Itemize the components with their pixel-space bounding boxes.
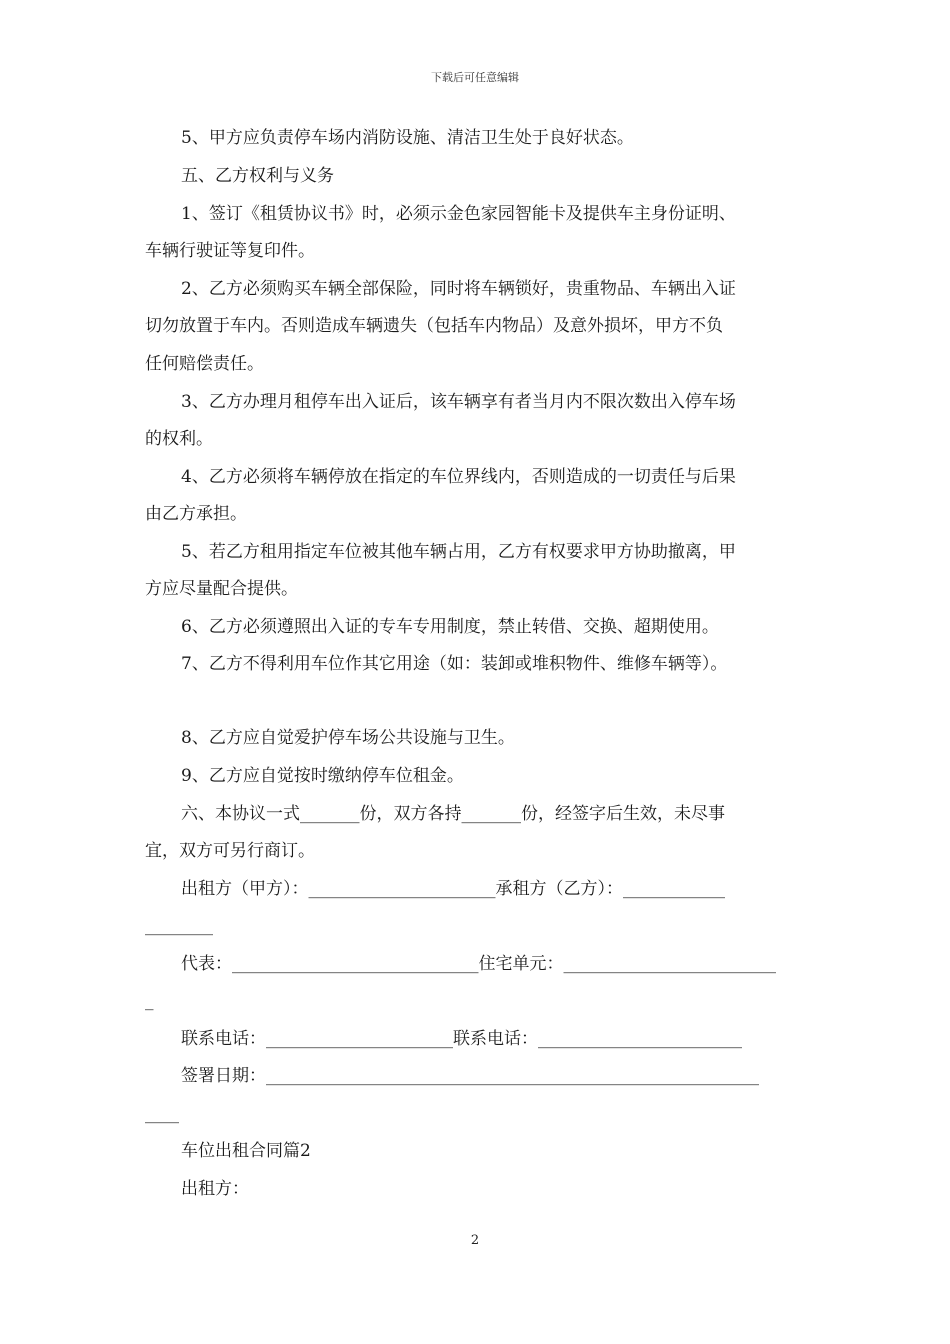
paragraph-line: 由乙方承担。 [145,504,247,524]
signature-line-representative: 代表：_____________________________住宅单元：_________________________ [181,954,776,974]
signature-line-phone: 联系电话：______________________联系电话：________________________ [181,1029,742,1049]
section-heading: 五、乙方权利与义务 [181,166,334,186]
paragraph-line: 8、乙方应自觉爱护停车场公共设施与卫生。 [181,728,515,748]
paragraph-line: 6、乙方必须遵照出入证的专车专用制度，禁止转借、交换、超期使用。 [181,617,719,637]
signature-line-lessor-lessee: 出租方（甲方）：______________________承租方（乙方）：____________ [181,879,725,899]
header-note: 下载后可任意编辑 [431,71,519,84]
signature-line-continued: ____ [145,1104,179,1124]
paragraph-line: 9、乙方应自觉按时缴纳停车位租金。 [181,766,464,786]
paragraph-line: 5、甲方应负责停车场内消防设施、清洁卫生处于良好状态。 [181,128,634,148]
paragraph-line: 4、乙方必须将车辆停放在指定的车位界线内，否则造成的一切责任与后果 [181,467,736,487]
signature-line-continued: _ [145,991,154,1011]
signature-line-continued: ________ [145,916,213,936]
section-heading: 六、本协议一式_______份，双方各持_______份，经签字后生效，未尽事 [181,804,725,824]
paragraph-line: 任何赔偿责任。 [145,354,264,374]
paragraph-line: 切勿放置于车内。否则造成车辆遗失（包括车内物品）及意外损坏，甲方不负 [145,316,723,336]
paragraph-line: 7、乙方不得利用车位作其它用途（如：装卸或堆积物件、维修车辆等）。 [181,654,728,674]
paragraph-line: 5、若乙方租用指定车位被其他车辆占用，乙方有权要求甲方协助撤离，甲 [181,542,736,562]
paragraph-line: 3、乙方办理月租停车出入证后，该车辆享有者当月内不限次数出入停车场 [181,392,736,412]
paragraph-line: 的权利。 [145,429,213,449]
page-number: 2 [470,1233,480,1248]
paragraph-line: 1、签订《租赁协议书》时，必须示金色家园智能卡及提供车主身份证明、 [181,204,736,224]
paragraph-line: 车辆行驶证等复印件。 [145,241,315,261]
signature-line-date: 签署日期：__________________________________________________________ [181,1066,759,1086]
section-heading: 车位出租合同篇2 [181,1141,311,1161]
paragraph-line: 出租方： [181,1179,249,1199]
paragraph-line: 2、乙方必须购买车辆全部保险，同时将车辆锁好，贵重物品、车辆出入证 [181,279,736,299]
paragraph-line: 宜，双方可另行商订。 [145,841,315,861]
paragraph-line: 方应尽量配合提供。 [145,579,298,599]
